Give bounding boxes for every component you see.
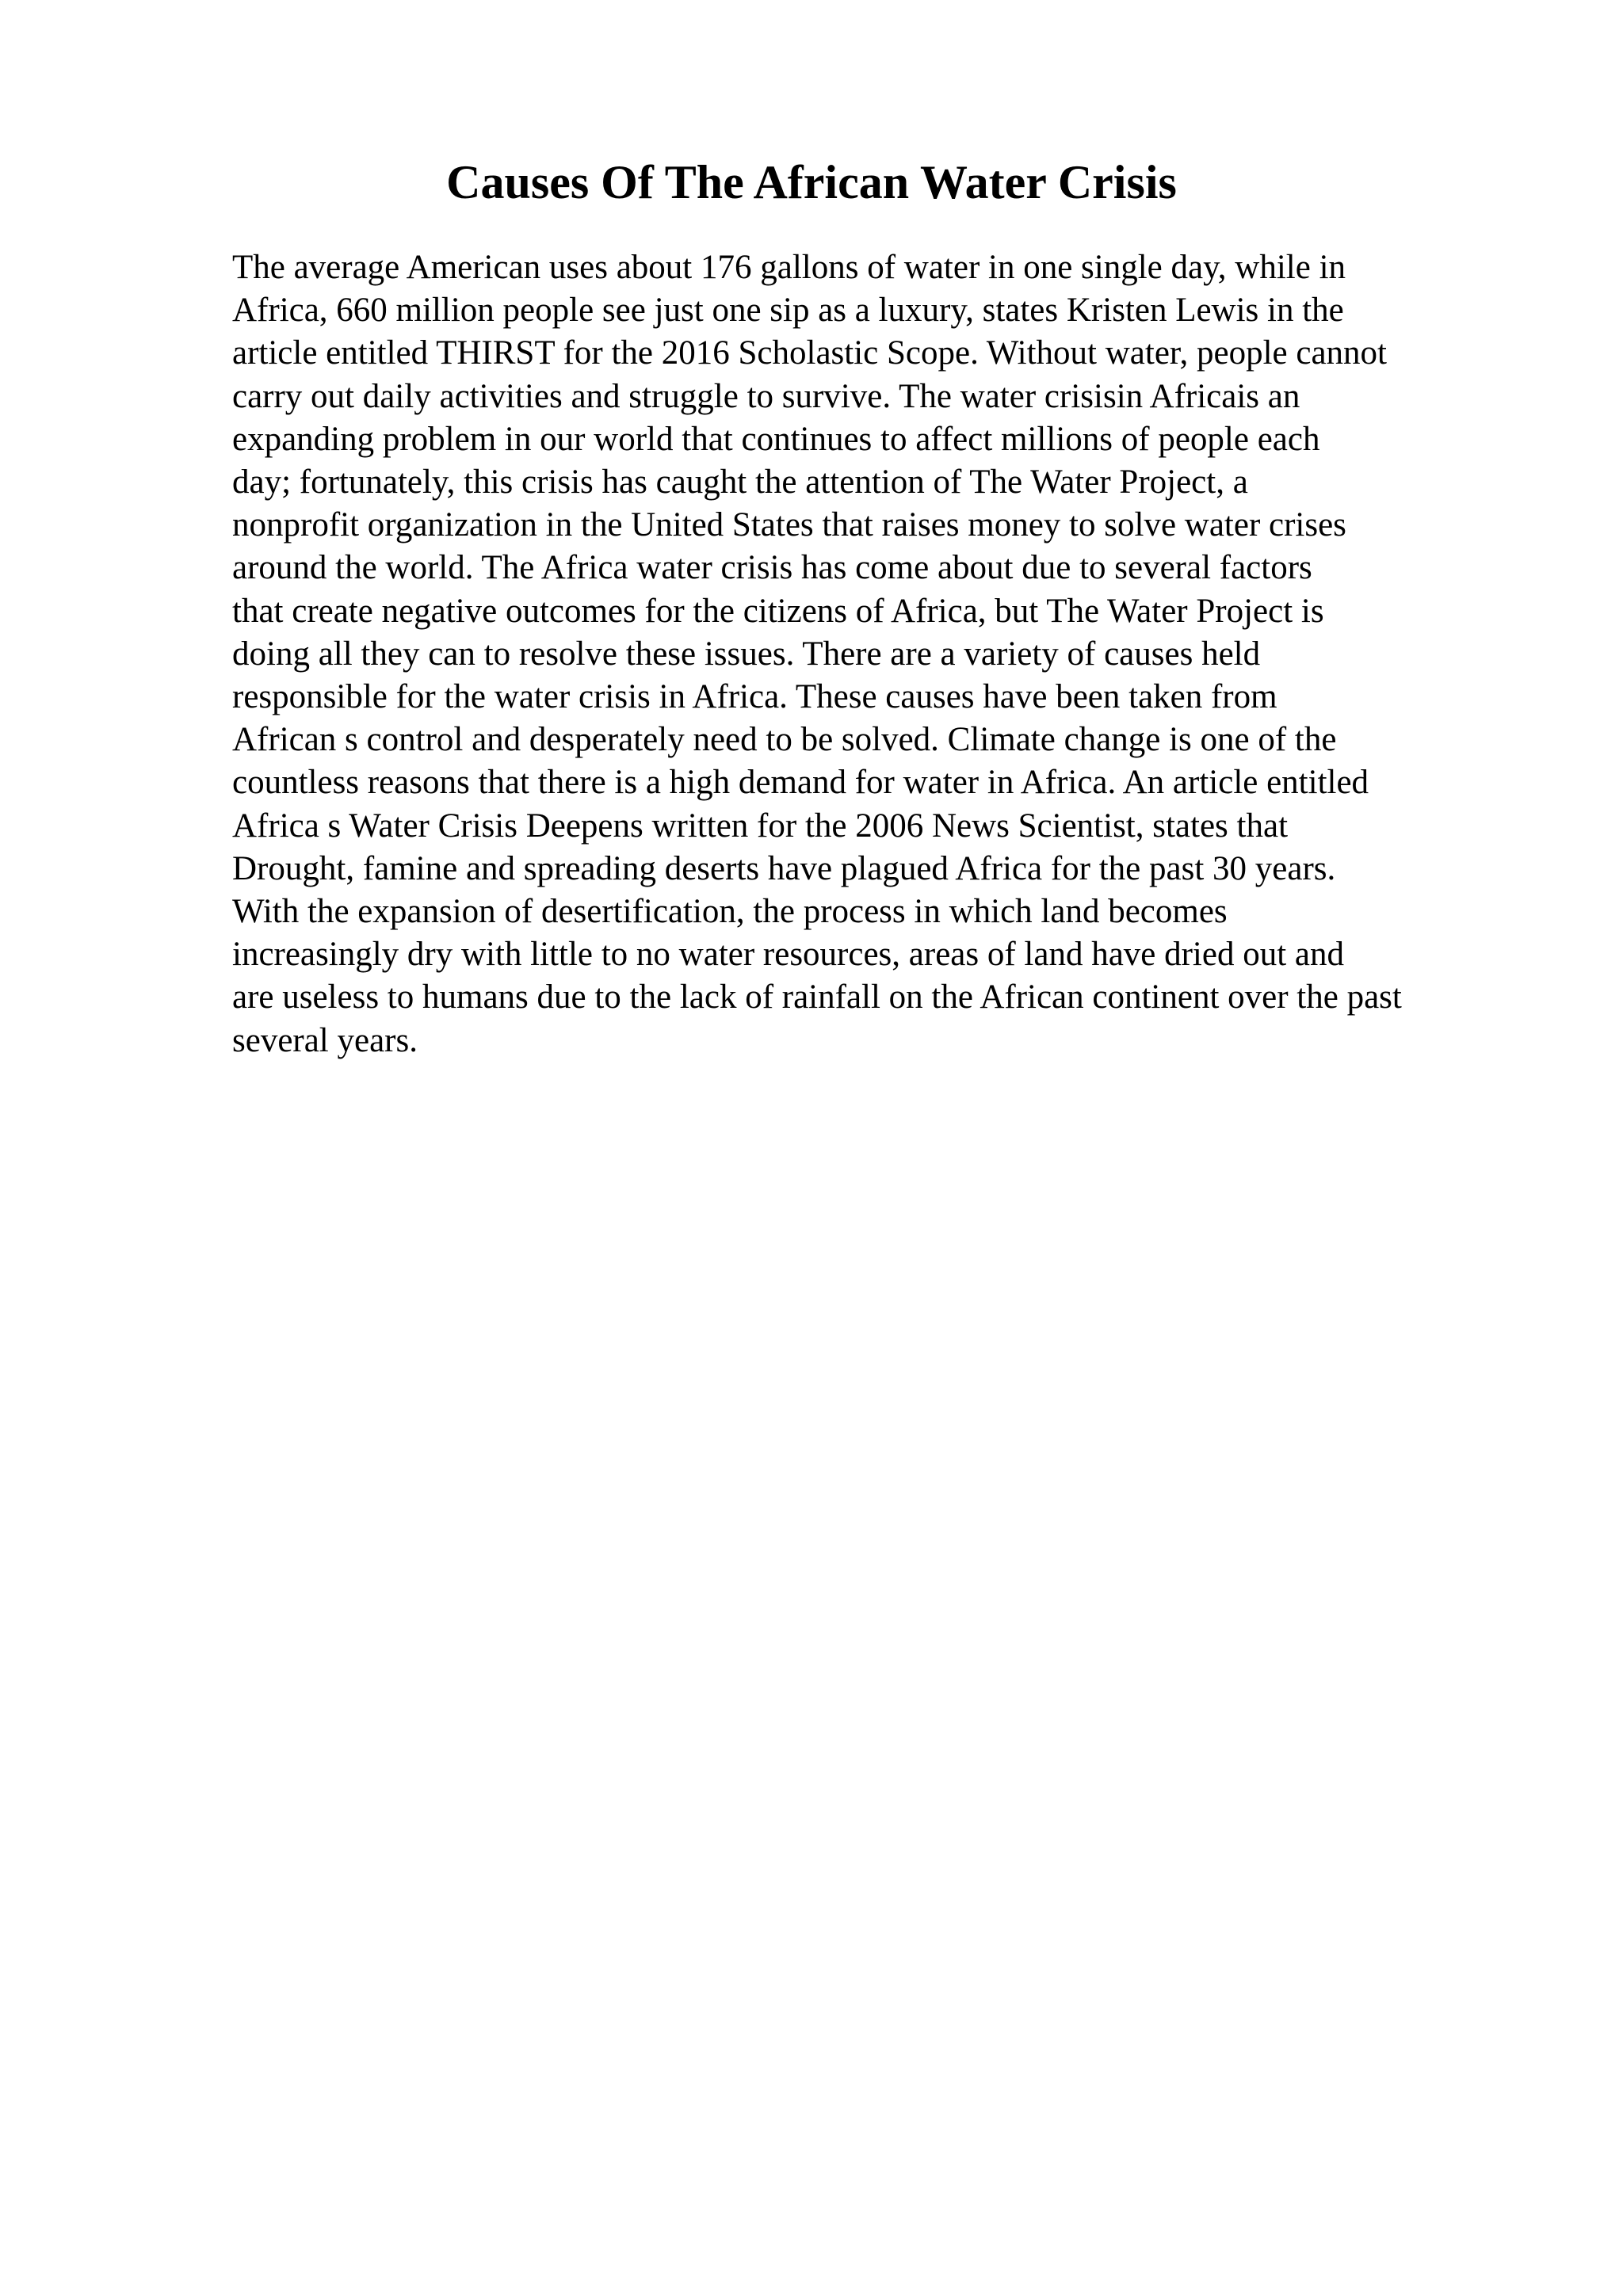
paragraph-line: increasingly dry with little to no water resources, areas of land have dried out and: [232, 936, 1345, 974]
paragraph-line: Africa s Water Crisis Deepens written for the 2006 News Scientist, states that: [232, 807, 1289, 845]
paragraph-line: article entitled THIRST for the 2016 Scholastic Scope. Without water, people cannot: [232, 334, 1388, 372]
paragraph-line: that create negative outcomes for the citizens of Africa, but The Water Project is: [232, 592, 1324, 630]
paragraph-line: The average American uses about 176 gallons of water in one single day, while in: [232, 249, 1346, 286]
paragraph-line: Africa, 660 million people see just one sip as a luxury, states Kristen Lewis in the: [232, 292, 1344, 330]
paragraph-line: With the expansion of desertification, the process in which land becomes: [232, 893, 1228, 931]
paragraph-line: doing all they can to resolve these issues. There are a variety of causes held: [232, 635, 1261, 673]
paragraph-line: expanding problem in our world that continues to affect millions of people each: [232, 420, 1320, 458]
paragraph-line: countless reasons that there is a high demand for water in Africa. An article entitled: [232, 764, 1369, 802]
paragraph-line: day; fortunately, this crisis has caught the attention of The Water Project, a: [232, 463, 1248, 502]
document-title: Causes Of The African Water Crisis: [446, 156, 1177, 208]
paragraph-line: responsible for the water crisis in Africa. These causes have been taken from: [232, 678, 1277, 716]
paragraph-line: several years.: [232, 1021, 418, 1059]
paragraph-line: Drought, famine and spreading deserts have plagued Africa for the past 30 years.: [232, 849, 1336, 887]
body-paragraph: [232, 246, 1532, 1062]
paragraph-line: African s control and desperately need to be solved. Climate change is one of the: [232, 721, 1337, 759]
paragraph-line: nonprofit organization in the United States that raises money to solve water crises: [232, 506, 1346, 544]
paragraph-line: around the world. The Africa water crisis has come about due to several factors: [232, 549, 1312, 587]
paragraph-line: carry out daily activities and struggle to survive. The water crisisin Africais an: [232, 377, 1300, 415]
paragraph-line: are useless to humans due to the lack of rainfall on the African continent over the past: [232, 978, 1402, 1016]
